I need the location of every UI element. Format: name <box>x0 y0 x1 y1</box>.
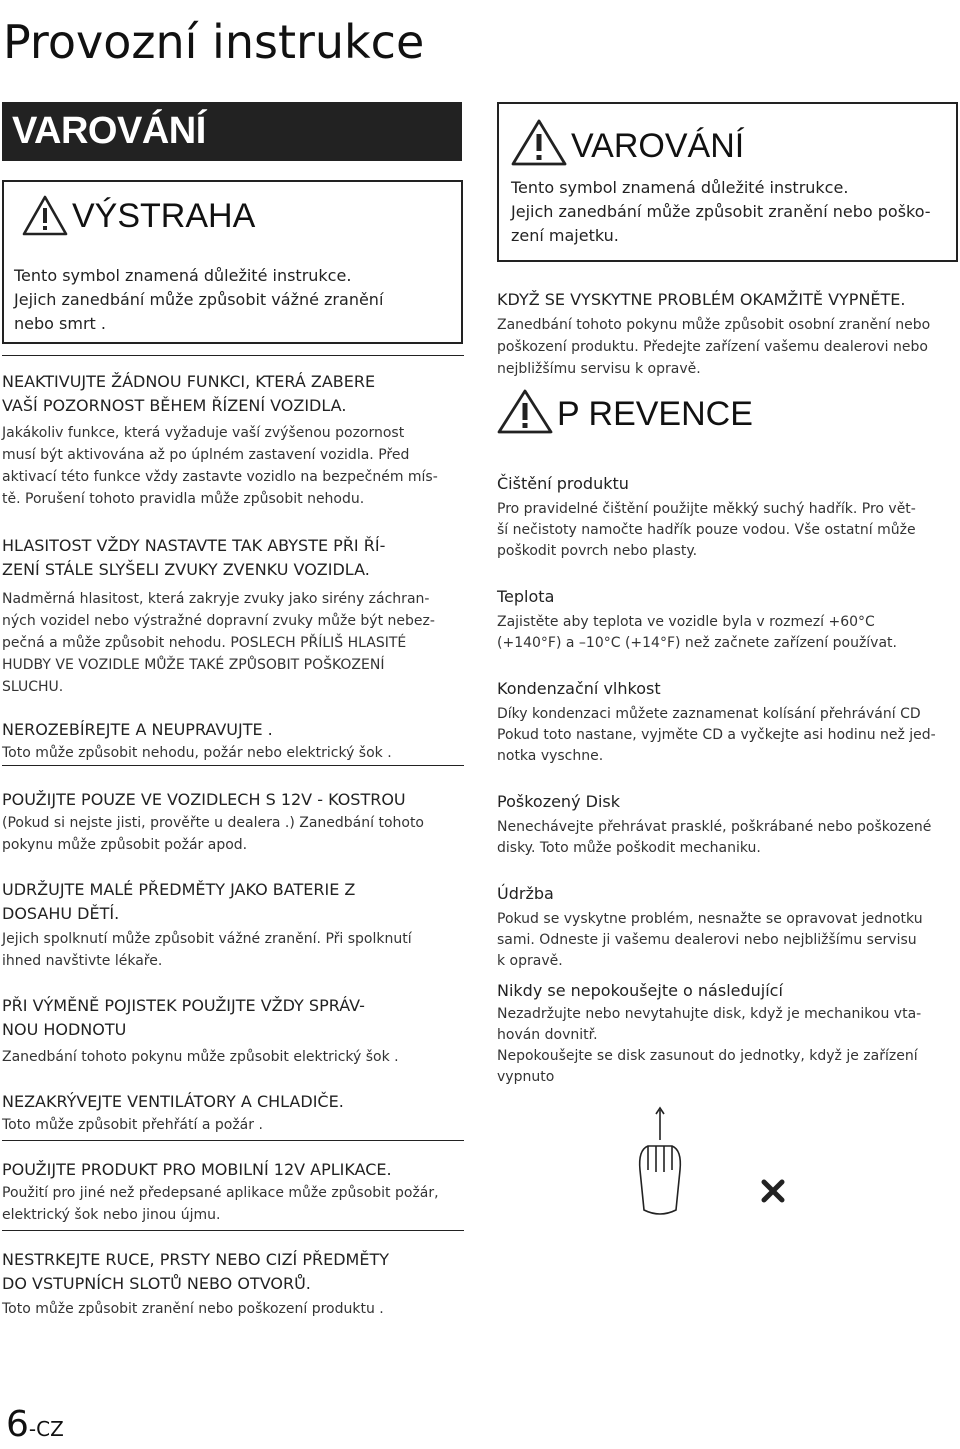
section-body-line: ihned navštivte lékaře. <box>2 953 163 969</box>
caution-box <box>2 180 463 344</box>
care-body-line: k opravě. <box>497 953 563 969</box>
section-title-line: NEZAKRÝVEJTE VENTILÁTORY A CHLADIČE. <box>2 1092 344 1111</box>
care-section <box>497 678 959 767</box>
care-section <box>497 586 959 654</box>
section-body-line: pečná a může způsobit nehodu. POSLECH PŘÍLIŠ HLASITÉ <box>2 635 407 651</box>
disk-insertion-illustration <box>520 1100 800 1250</box>
section-body-line: Použití pro jiné než předepsané aplikace může způsobit požár, <box>2 1185 439 1201</box>
page-number <box>6 1405 64 1449</box>
problem-section <box>497 288 959 380</box>
section-title-line: DOSAHU DĚTÍ. <box>2 904 120 923</box>
cross-icon <box>764 1182 782 1200</box>
care-body-line: Pokud se vyskytne problém, nesnažte se opravovat jednotku <box>497 911 923 927</box>
hand-icon <box>640 1108 681 1214</box>
section-body-line: Nadměrná hlasitost, která zakryje zvuky jako sirény záchran- <box>2 591 430 607</box>
care-section <box>497 473 959 562</box>
instruction-section <box>2 534 464 698</box>
care-body-line: notka vyschne. <box>497 748 604 764</box>
warning-banner-text: VAROVÁNÍ <box>12 110 206 152</box>
section-title-line: UDRŽUJTE MALÉ PŘEDMĚTY JAKO BATERIE Z <box>2 880 356 899</box>
care-body-line: Nenechávejte přehrávat prasklé, poškrábané nebo poškozené <box>497 819 932 835</box>
section-body-line: aktivací této funkce vždy zastavte vozidlo na bezpečném mís- <box>2 469 438 485</box>
section-title-line: VAŠÍ POZORNOST BĚHEM ŘÍZENÍ VOZIDLA. <box>2 396 347 415</box>
instruction-section <box>2 994 464 1068</box>
page-title: Provozní instrukce <box>3 15 425 69</box>
care-title: Údržba <box>497 884 554 903</box>
left-column <box>2 370 464 1320</box>
instruction-section <box>2 718 464 764</box>
section-body-line: ných vozidel nebo výstražné dopravní zvuky může být nebez- <box>2 613 435 629</box>
care-title: Poškozený Disk <box>497 792 620 811</box>
section-title-line: POUŽIJTE PRODUKT PRO MOBILNÍ 12V APLIKACE. <box>2 1160 392 1179</box>
care-body-line: (+140°F) a –10°C (+14°F) než začnete zařízení používat. <box>497 635 897 651</box>
section-body-line: pokynu může způsobit požár apod. <box>2 837 248 853</box>
section-body-line: Toto může způsobit nehodu, požár nebo elektrický šok . <box>2 745 392 761</box>
section-body-line: tě. Porušení tohoto pravidla může způsobit nehodu. <box>2 491 365 507</box>
warning-triangle-icon <box>497 388 553 434</box>
warning-description <box>511 176 944 248</box>
care-body-line: Pro pravidelné čištění použijte měkký suchý hadřík. Pro vět- <box>497 501 916 517</box>
section-divider <box>2 355 464 356</box>
warning-title: VAROVÁNÍ <box>571 127 745 165</box>
instruction-section <box>2 370 464 510</box>
section-title-line: NEROZEBÍREJTE A NEUPRAVUJTE . <box>2 720 273 739</box>
section-body-line: Jejich spolknutí může způsobit vážné zranění. Při spolknutí <box>2 931 412 947</box>
warning-triangle-icon <box>22 194 68 236</box>
section-body-line: (Pokud si nejste jisti, prověřte u dealera .) Zanedbání tohoto <box>2 815 424 831</box>
care-section <box>497 883 959 972</box>
section-title-line: POUŽIJTE POUZE VE VOZIDLECH S 12V - KOSTROU <box>2 790 406 809</box>
care-body-line: poškodit povrch nebo plasty. <box>497 543 698 559</box>
caution-line: Tento symbol znamená důležité instrukce. <box>14 266 352 285</box>
warning-heading <box>511 118 944 166</box>
section-title-line: NEAKTIVUJTE ŽÁDNOU FUNKCI, KTERÁ ZABERE <box>2 372 376 391</box>
warning-line: Jejich zanedbání může způsobit zranění nebo poško- <box>511 202 931 221</box>
section-body-line: SLUCHU. <box>2 679 64 695</box>
instruction-section <box>2 1090 464 1136</box>
warning-triangle-icon <box>511 118 567 166</box>
section-body-line: Zanedbání tohoto pokynu může způsobit osobní zranění nebo <box>497 317 931 333</box>
care-body-line: ší nečistoty namočte hadřík pouze vodou. Vše ostatní může <box>497 522 916 538</box>
care-body-line: disky. Toto může poškodit mechaniku. <box>497 840 761 856</box>
section-title-line: NESTRKEJTE RUCE, PRSTY NEBO CIZÍ PŘEDMĚTY <box>2 1250 390 1269</box>
caution-title: VÝSTRAHA <box>72 197 256 235</box>
section-body-line: Zanedbání tohoto pokynu může způsobit elektrický šok . <box>2 1049 399 1065</box>
section-body-line: HUDBY VE VOZIDLE MŮŽE TAKÉ ZPŮSOBIT POŠKOZENÍ <box>2 657 385 673</box>
care-column <box>497 473 959 1088</box>
care-body-line: Zajistěte aby teplota ve vozidle byla v rozmezí +60°C <box>497 614 875 630</box>
care-body-line: Pokud toto nastane, vyjměte CD a vyčkejte asi hodinu než jed- <box>497 727 936 743</box>
section-title-line: DO VSTUPNÍCH SLOTŮ NEBO OTVORŮ. <box>2 1274 311 1293</box>
section-title-line: KDYŽ SE VYSKYTNE PROBLÉM OKAMŽITĚ VYPNĚTE. <box>497 290 906 309</box>
caution-line: nebo smrt . <box>14 314 106 333</box>
care-body-line: Díky kondenzaci můžete zaznamenat kolísání přehrávání CD <box>497 706 921 722</box>
section-body-line: elektrický šok nebo jinou újmu. <box>2 1207 221 1223</box>
section-divider <box>2 1230 464 1231</box>
care-section <box>497 791 959 859</box>
care-body-line: sami. Odneste ji vašemu dealerovi nebo nejbližšímu servisu <box>497 932 917 948</box>
warning-line: Tento symbol znamená důležité instrukce. <box>511 178 849 197</box>
instruction-section <box>2 788 464 856</box>
caution-description <box>14 264 451 336</box>
prevence-title: P REVENCE <box>557 395 753 433</box>
section-title-line: ZENÍ STÁLE SLYŠELI ZVUKY ZVENKU VOZIDLA. <box>2 560 370 579</box>
section-body-line: poškození produktu. Předejte zařízení vašemu dealerovi nebo <box>497 339 928 355</box>
warning-line: zení majetku. <box>511 226 619 245</box>
prevence-heading <box>497 388 753 434</box>
section-divider <box>2 765 464 766</box>
caution-heading <box>22 194 451 236</box>
care-title: Čištění produktu <box>497 474 629 493</box>
instruction-section <box>2 878 464 972</box>
warning-box <box>497 102 958 262</box>
care-title: Nikdy se nepokoušejte o následující <box>497 981 783 1000</box>
instruction-section <box>2 1158 464 1226</box>
care-body-line: Nezadržujte nebo nevytahujte disk, když je mechanikou vta- <box>497 1006 922 1022</box>
care-body-line: Nepokoušejte se disk zasunout do jednotky, když je zařízení <box>497 1048 918 1064</box>
section-title-line: PŘI VÝMĚNĚ POJISTEK POUŽIJTE VŽDY SPRÁV- <box>2 996 365 1015</box>
section-title-line: HLASITOST VŽDY NASTAVTE TAK ABYSTE PŘI ŘÍ- <box>2 536 386 555</box>
page-number-suffix: -CZ <box>28 1417 64 1441</box>
page-number-value: 6 <box>6 1404 29 1445</box>
care-title: Kondenzační vlhkost <box>497 679 661 698</box>
section-body-line: nejbližšímu servisu k opravě. <box>497 361 701 377</box>
section-body-line: musí být aktivována až po úplném zastavení vozidla. Před <box>2 447 410 463</box>
section-body-line: Toto může způsobit přehřátí a požár . <box>2 1117 263 1133</box>
care-body-line: hován dovnitř. <box>497 1027 598 1043</box>
care-title: Teplota <box>497 587 555 606</box>
section-body-line: Toto může způsobit zranění nebo poškození produktu . <box>2 1301 384 1317</box>
instruction-section <box>2 1248 464 1320</box>
caution-line: Jejich zanedbání může způsobit vážné zranění <box>14 290 384 309</box>
section-title-line: NOU HODNOTU <box>2 1020 127 1039</box>
section-divider <box>2 1140 464 1141</box>
care-body-line: vypnuto <box>497 1069 555 1085</box>
section-body-line: Jakákoliv funkce, která vyžaduje vaší zvýšenou pozornost <box>2 425 405 441</box>
care-section <box>497 980 959 1088</box>
